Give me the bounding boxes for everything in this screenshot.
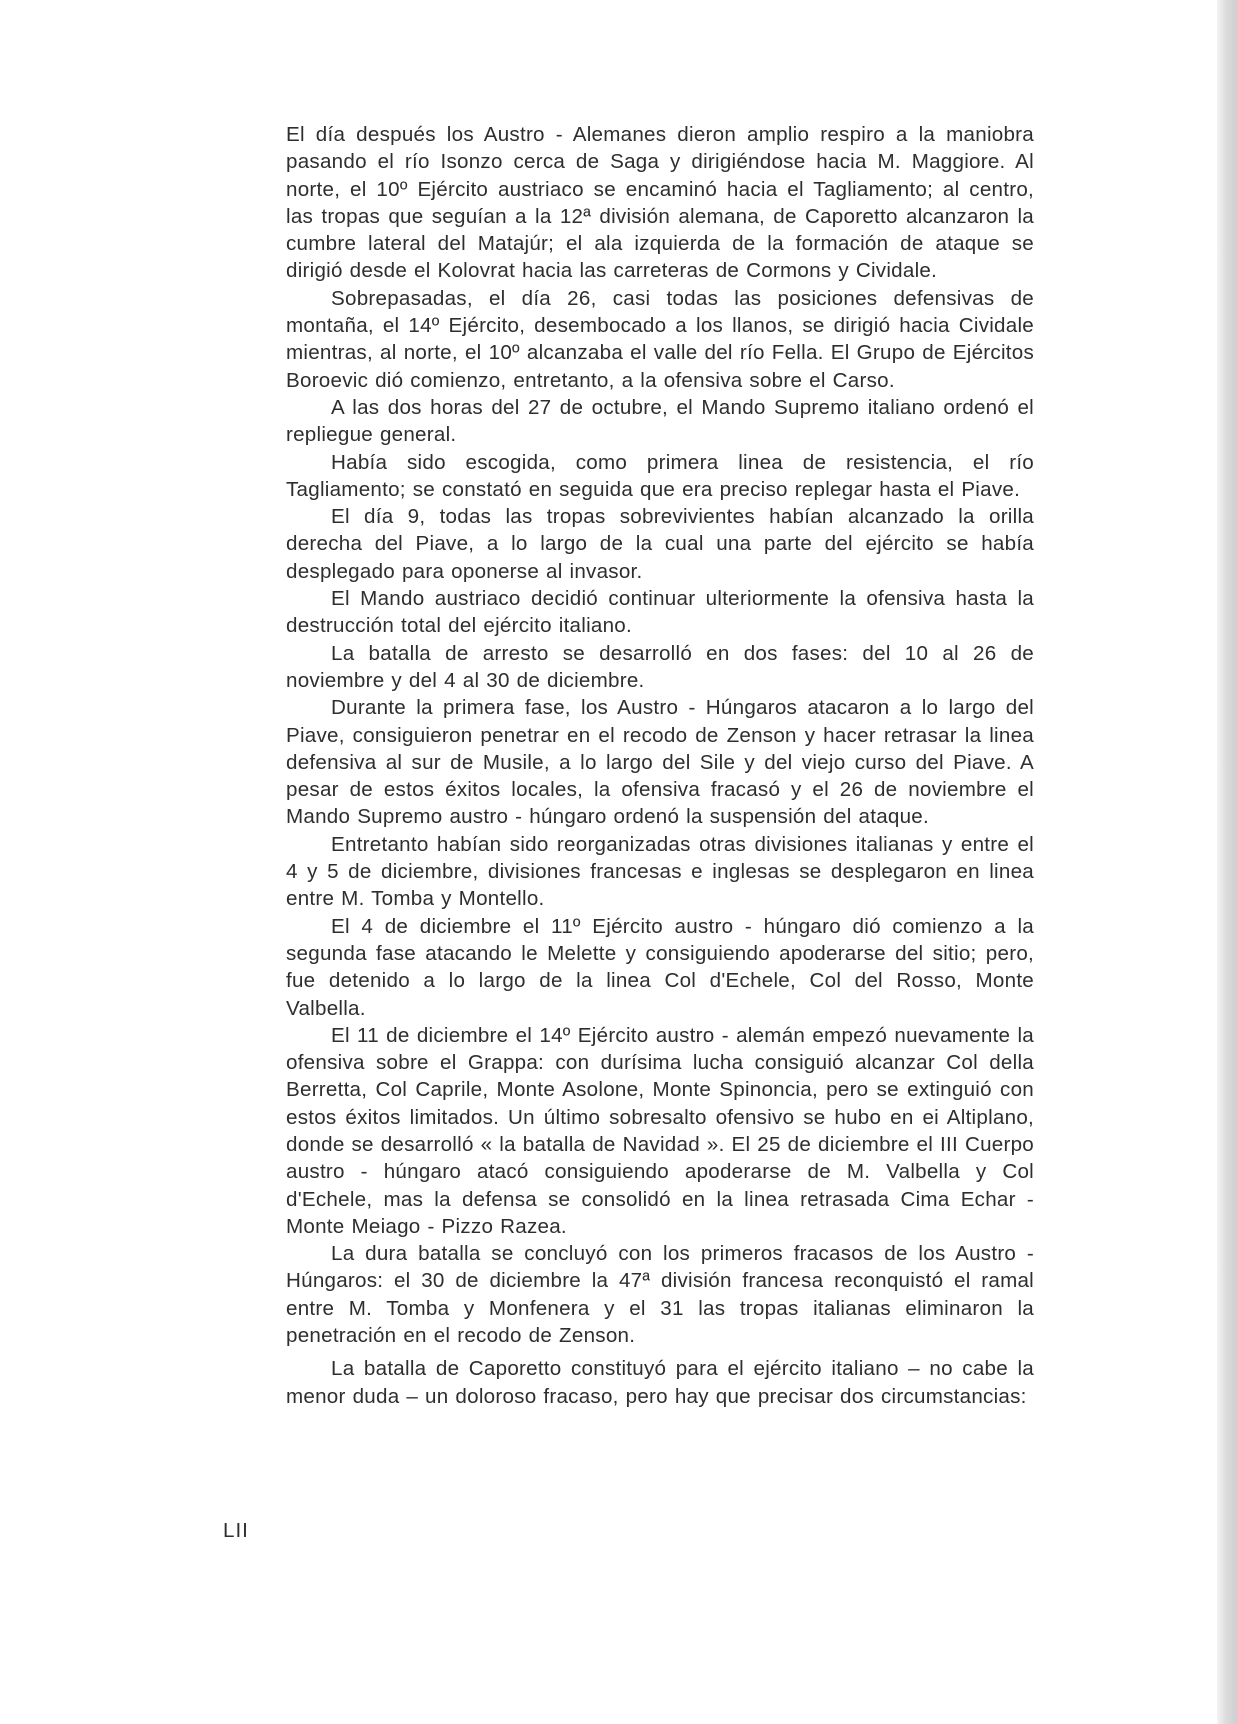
page-number: LII — [223, 1519, 249, 1542]
paragraph-4: Había sido escogida, como primera linea de resistencia, el río Tagliamento; se constató en seguida que era preciso replegar hasta el Piave. — [286, 450, 1034, 501]
paragraph-5: El día 9, todas las tropas sobrevivientes habían alcanzado la orilla derecha del Piave, a lo largo de la cual una parte del ejército se había desplegado para oponerse al invasor. — [286, 505, 1034, 583]
body-text — [286, 121, 1034, 1410]
paragraph-12: La dura batalla se concluyó con los primeros fracasos de los Austro - Húngaros: el 30 de diciembre la 47ª división francesa reconquistó el ramal entre M. Tomba y Monfenera y el 31 las tropas italianas eliminaron la penetración en el recodo de Zenson. — [286, 1242, 1034, 1348]
paragraph-6: El Mando austriaco decidió continuar ulteriormente la ofensiva hasta la destrucción total del ejército italiano. — [286, 587, 1034, 638]
paragraph-3: A las dos horas del 27 de octubre, el Mando Supremo italiano ordenó el repliegue general. — [286, 395, 1034, 447]
paragraph-7: La batalla de arresto se desarrolló en dos fases: del 10 al 26 de noviembre y del 4 al 30 de diciembre. — [286, 641, 1034, 692]
paragraph-2: Sobrepasadas, el día 26, casi todas las posiciones defensivas de montaña, el 14º Ejército, desembocado a los llanos, se dirigió hacia Cividale mientras, al norte, el 10º alcanzaba el valle del río Fella. El Grupo de Ejércitos Boroevic dió comienzo, entretanto, a la ofensiva sobre el Carso. — [286, 286, 1034, 392]
page-edge-shadow — [1217, 0, 1237, 1724]
paragraph-8: Durante la primera fase, los Austro - Húngaros atacaron a lo largo del Piave, consiguieron penetrar en el recodo de Zenson y hacer retrasar la linea defensiva al sur de Musile, a lo largo del Sile y del viejo curso del Piave. A pesar de estos éxitos locales, la ofensiva fracasó y el 26 de noviembre el Mando Supremo austro - húngaro ordenó la suspensión del ataque. — [286, 696, 1034, 829]
paragraph-13: La batalla de Caporetto constituyó para el ejército italiano – no cabe la menor duda – un doloroso fracaso, pero hay que precisar dos circumstancias: — [286, 1357, 1034, 1408]
paragraph-10: El 4 de diciembre el 11º Ejército austro - húngaro dió comienzo a la segunda fase atacando le Melette y consiguiendo apoderarse del sitio; pero, fue detenido a lo largo de la linea Col d'Echele, Col del Rosso, Monte Valbella. — [286, 914, 1034, 1020]
paragraph-1: El día después los Austro - Alemanes dieron amplio respiro a la maniobra pasando el río Isonzo cerca de Saga y dirigiéndose hacia M. Maggiore. Al norte, el 10º Ejército austriaco se encaminó hacia el Tagliamento; al centro, las tropas que seguían a la 12ª división alemana, de Caporetto alcanzaron la cumbre lateral del Matajúr; el ala izquierda de la formación de ataque se dirigió desde el Kolovrat hacia las carreteras de Cormons y Cividale. — [286, 123, 1034, 283]
paragraph-9: Entretanto habían sido reorganizadas otras divisiones italianas y entre el 4 y 5 de diciembre, divisiones francesas e inglesas se desplegaron en linea entre M. Tomba y Montello. — [286, 832, 1034, 911]
paragraph-11: El 11 de diciembre el 14º Ejército austro - alemán empezó nuevamente la ofensiva sobre el Grappa: con durísima lucha consiguió alcanzar Col della Berretta, Col Caprile, Monte Asolone, Monte Spinoncia, pero se extinguió con estos éxitos limitados. Un último sobresalto ofensivo se hubo en ei Altiplano, donde se desarrolló « la batalla de Navidad ». El 25 de diciembre el III Cuerpo austro - húngaro atacó consiguiendo apoderarse de M. Valbella y Col d'Echele, mas la defensa se consolidó en la linea retrasada Cima Echar - Monte Meiago - Pizzo Razea. — [286, 1023, 1034, 1238]
